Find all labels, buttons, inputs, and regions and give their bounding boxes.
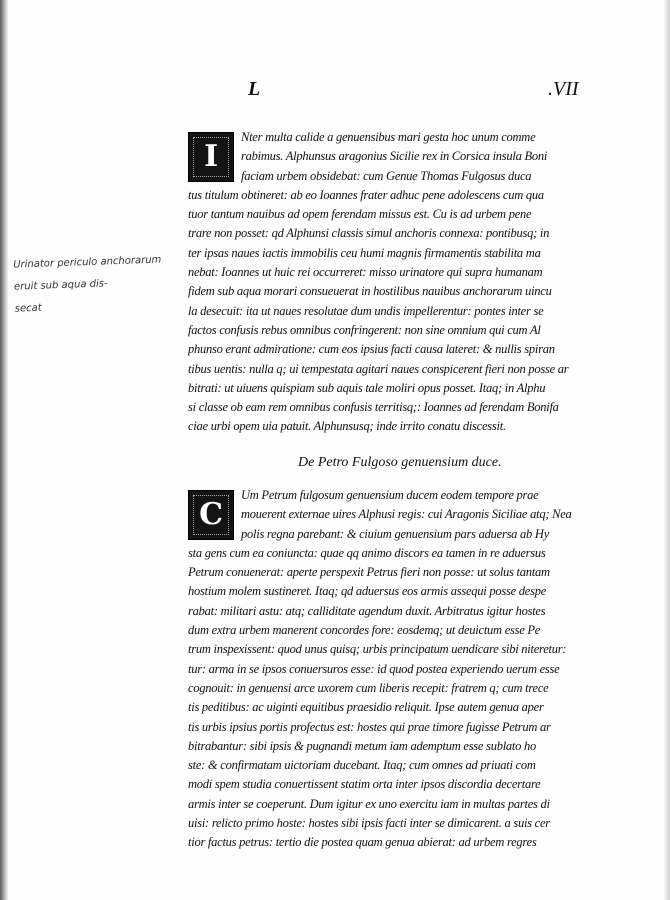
text-line: tuor tantum nauibus ad opem ferendam missus est. Cu is ad urbem pene (188, 207, 532, 222)
margin-note-line: Urinator periculo anchorarum eruit sub aqua dis- (13, 254, 162, 293)
text-line: tis urbis ipsius portis profectus est: hostes qui prae timore fugisse Petrum ar (188, 719, 551, 734)
text-line: phunso erant admiratione: cum eos ipsius facti causa lateret: & nullis spiran (188, 342, 555, 357)
text-line: sta gens cum ea coniuncta: quae qq animo discors ea tamen in re aduersus (188, 545, 546, 560)
text-line: tis peditibus: ac uiginti equitibus praesidio reliquit. Ipse autem genua aper (188, 700, 544, 715)
text-line: cognouit: in genuensi arce uxorem cum liberis recepit: fratrem q; cum trece (188, 680, 549, 695)
text-line: Um Petrum fulgosum genuensium ducem eodem tempore prae (241, 488, 539, 502)
text-line: armis inter se coeperunt. Dum igitur ex uno exercitu iam in multas partes di (188, 796, 550, 811)
text-line: rabimus. Alphunsus aragonius Sicilie rex in Corsica insula Boni (241, 149, 548, 164)
text-line: la desecuit: ita ut naues resolutae dum undis impellerentur: pontes inter se (188, 303, 544, 318)
text-line: bitrabantur: sibi ipsis & pugnandi metum iam ademptum esse sublato ho (188, 738, 537, 753)
text-line: polis regna parebant: & ciuium genuensium pars aduersa ab Hy (241, 526, 550, 541)
folio-number: .VII (548, 78, 579, 100)
running-header-left: L (248, 78, 261, 100)
text-line: tus titulum obtineret: ab eo Ioannes frater adhuc pene adolescens cum qua (188, 187, 544, 202)
margin-note-line: secat (14, 302, 42, 315)
text-line: faciam urbem obsidebat: cum Genue Thomas Fulgosus duca (241, 168, 532, 183)
text-line: tibus uentis: nulla q; ui tempestata agitari naues conspicerent fieri non posse ar (188, 361, 569, 376)
text-line: rabat: militari astu: atq; calliditate agendum duxit. Arbitratus igitur hostes (188, 603, 546, 618)
text-line: Nter multa calide a genuensibus mari gesta hoc unum comme (241, 130, 536, 144)
text-line: ter ipsas naues iactis immobilis ceu humi magnis firmamentis stabilita ma (188, 245, 541, 260)
text-line: tur: arma in se ipsos conuersuros esse: id quod postea experiendo uerum esse (188, 661, 560, 676)
text-line: dum extra urbem manerent concordes fore: eosdemq; ut deuictum esse Pe (188, 623, 541, 638)
text-line: fidem sub aqua morari consueuerat in hostilibus nauibus anchorarum uincu (188, 284, 552, 299)
text-line: uisi: relicto primo hoste: hostes sibi ipsis facti inter se dimicarent. a suis cer (188, 816, 550, 831)
text-line: si classe ob eam rem omnibus confusis territisq;: Ioannes ad ferendam Bonifa (188, 400, 559, 415)
text-line: mouerent externae uires Alphusi regis: cui Aragonis Siciliae atq; Nea (241, 507, 572, 522)
text-line: trare non posset: qd Alphunsi classis simul anchoris connexa: pontibusq; in (188, 226, 550, 241)
section-heading: De Petro Fulgoso genuensium duce. (298, 455, 502, 470)
decorated-initial-i: I (188, 132, 234, 182)
text-line: Petrum conuenerat: aperte perspexit Petrus fieri non posse: ut solus tantam (188, 565, 550, 580)
text-line: ste: & confirmatam uictoriam ducebant. Itaq; cum omnes ad priuati com (188, 758, 536, 773)
section-1-text (188, 128, 598, 437)
text-line: hostium molem sustineret. Itaq; qd aduersus eos armis assequi posse despe (188, 584, 547, 599)
page-gutter-shadow (0, 0, 8, 900)
text-line: nebat: Ioannes ut huic rei occurreret: misso urinatore qui supra humanam (188, 265, 543, 280)
section-2-text (188, 486, 598, 853)
text-line: modi spem studia conuertissent statim orta inter ipsos discordia decertare (188, 777, 541, 792)
text-line: factos confusis rebus omnibus confringerent: non sine omnium qui cum Al (188, 322, 541, 337)
text-line: bitrati: ut uiuens quispiam sub aquis tale moliri opus posset. Itaq; in Alphu (188, 380, 546, 395)
text-line: ciae urbi opem uia patuit. Alphunsusq; inde irrito conatu discessit. (188, 419, 506, 434)
decorated-initial-c: C (188, 490, 234, 540)
text-line: trum inspexissent: quod unus quisq; urbis principatum uendicare sibi niteretur: (188, 642, 567, 657)
page-edge (664, 0, 670, 900)
handwritten-marginal-note (13, 249, 165, 320)
text-line: tior factus petrus: tertio die postea quam genua abierat: ad urbem regres (188, 835, 537, 850)
